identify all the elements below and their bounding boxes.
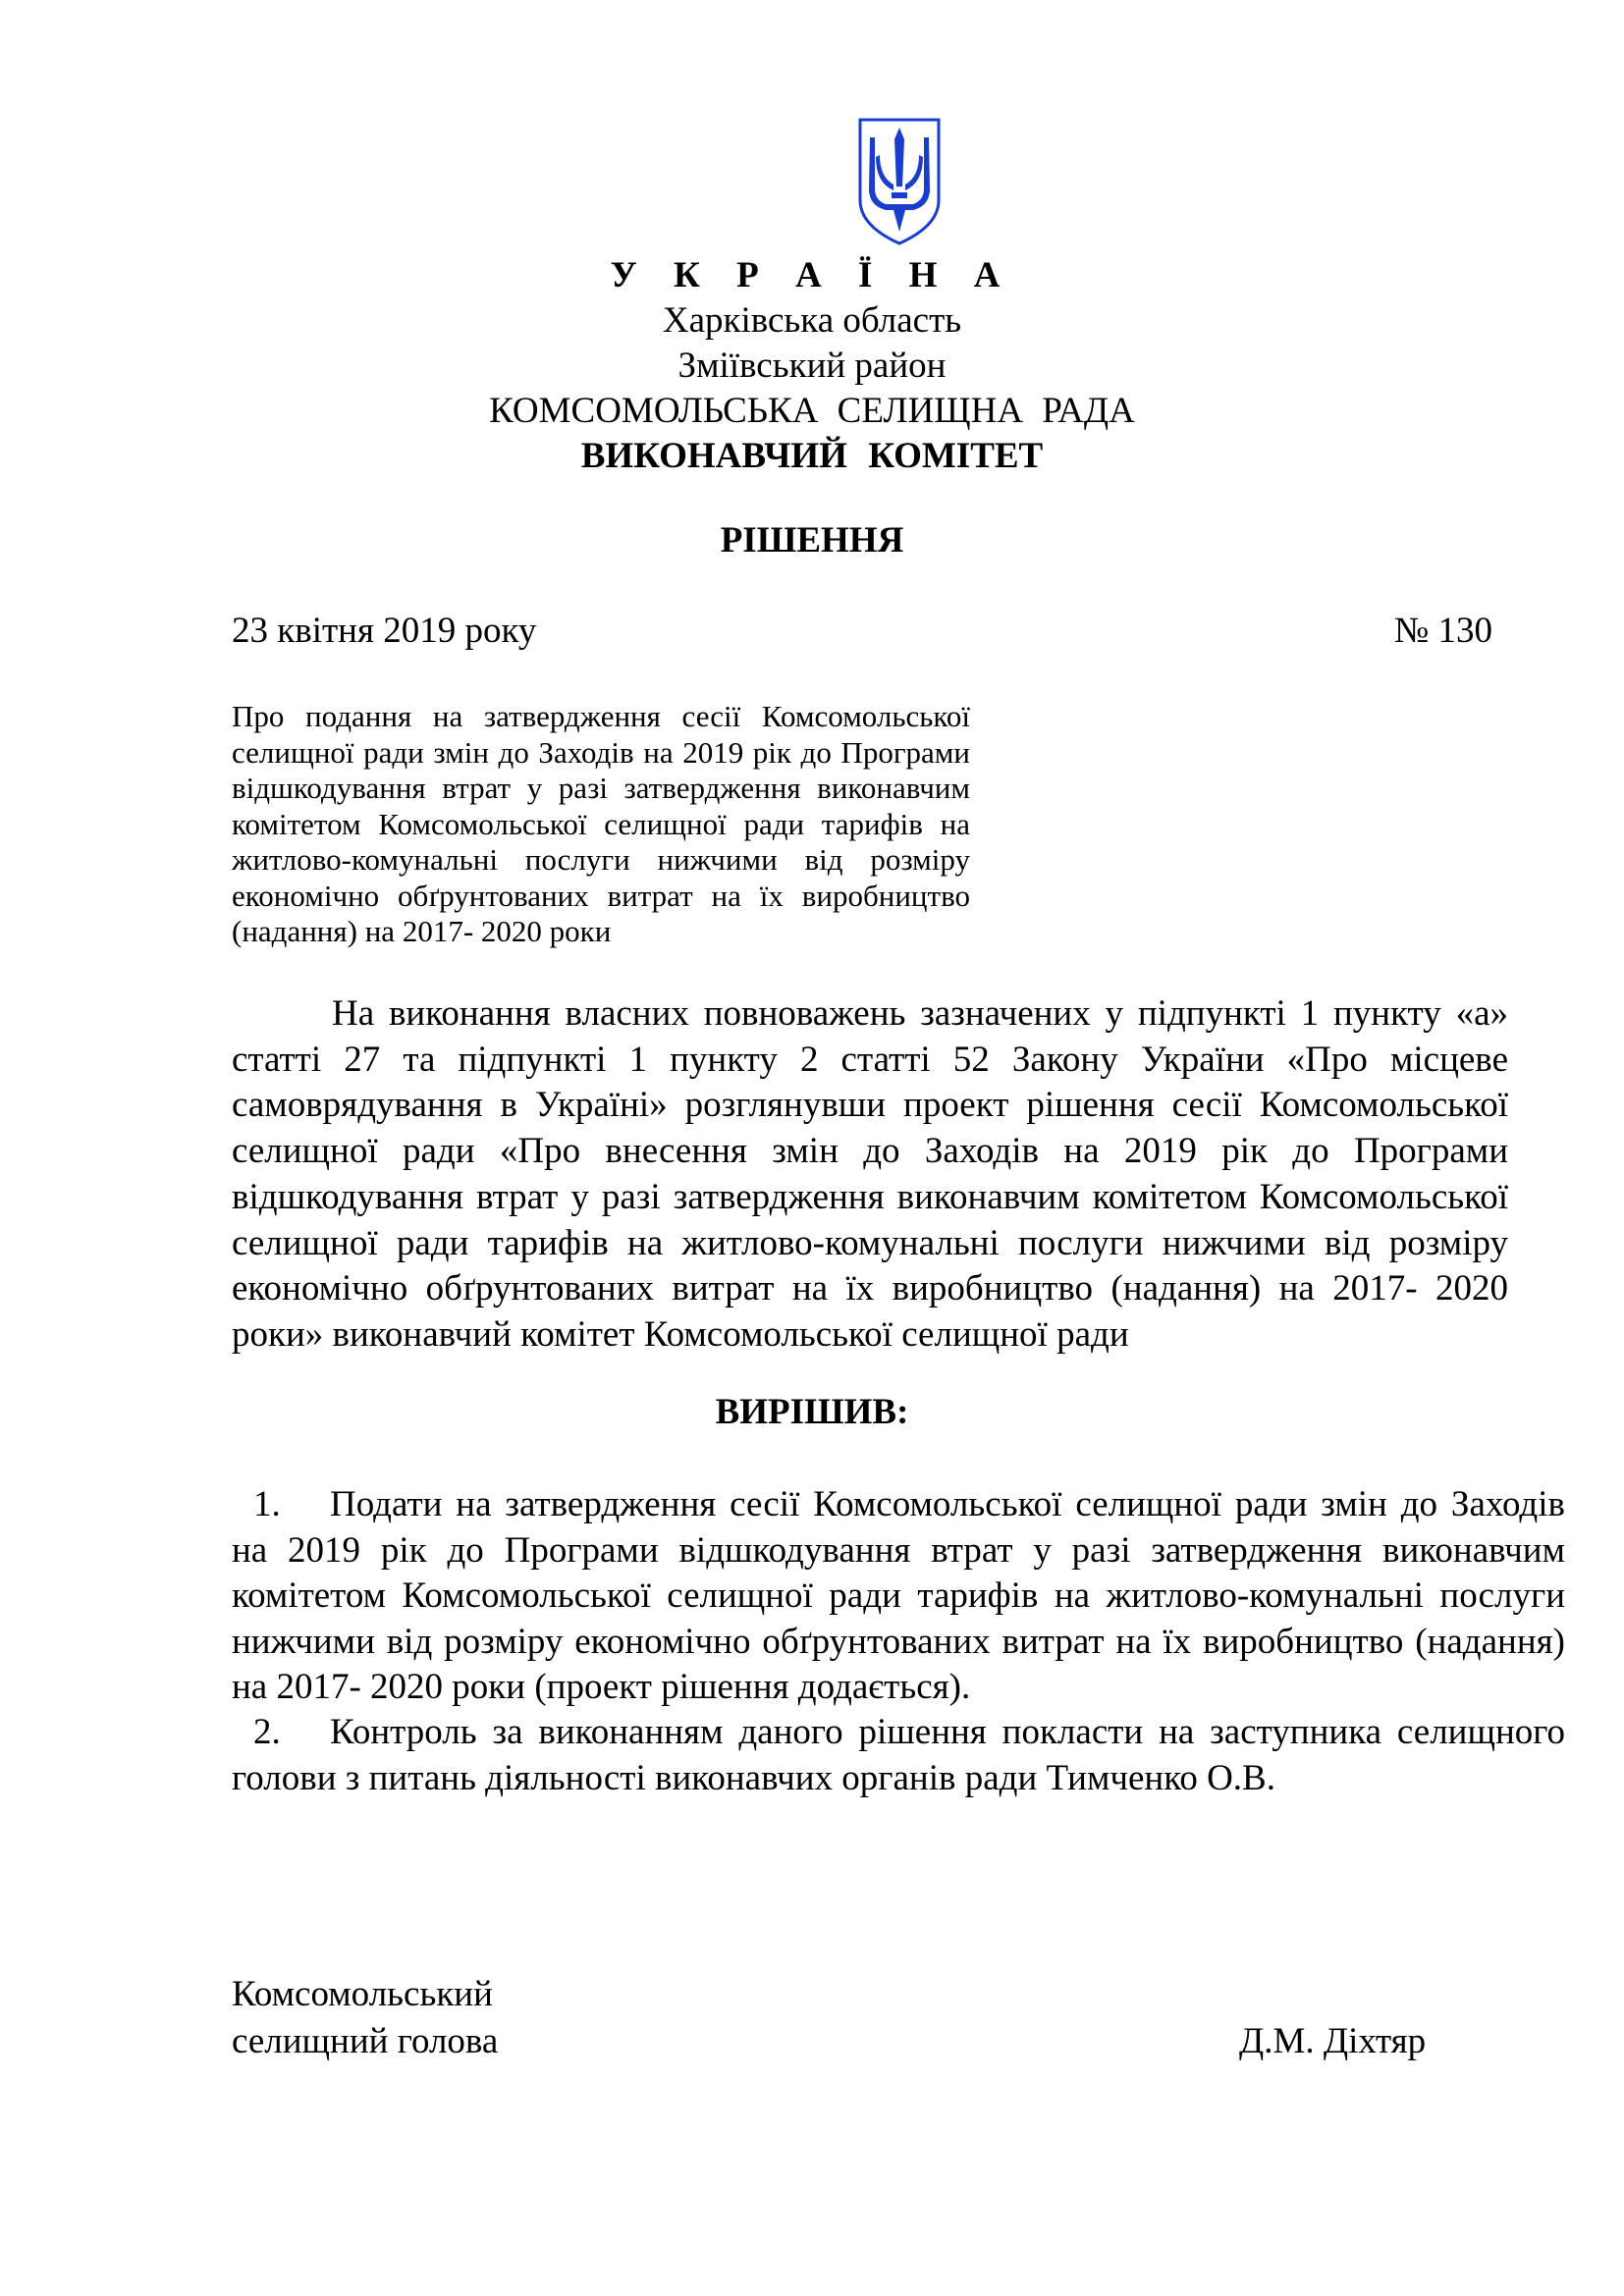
district-name: Зміївський район <box>677 346 947 386</box>
decision-item-text: Подати на затвердження сесії Комсомольської селищної ради змін до Заходів на 2019 рік до Програми відшкодування втрат у разі затвердження виконавчим комітетом Комсомольської селищної ради тарифів на житлово-комунальні послуги нижчими від розміру економічно обґрунтованих витрат на їх виробництво (надання) на 2017- 2020 роки (проект рішення додається). <box>232 1484 1565 1707</box>
resolved-heading: ВИРІШИВ: <box>715 1392 909 1432</box>
region-name: Харківська область <box>662 300 962 341</box>
document-subject: Про подання на затвердження сесії Комсомольської селищної ради змін до Заходів на 2019 рік до Програми відшкодування втрат у разі затвердження виконавчим комітетом Комсомольської селищної ради тарифів на житлово-комунальні послуги нижчими від розміру економічно обґрунтованих витрат на їх виробництво (надання) на 2017- 2020 роки <box>232 699 970 948</box>
council-name: КОМСОМОЛЬСЬКА СЕЛИЩНА РАДА <box>489 391 1135 431</box>
preamble-paragraph: На виконання власних повноважень зазначених у підпункті 1 пункту «а» статті 27 та підпункті 1 пункту 2 статті 52 Закону України «Про місцеве самоврядування в Україні» розглянувши проект рішення сесії Комсомольської селищної ради «Про внесення змін до Заходів на 2019 рік до Програми відшкодування втрат у разі затвердження виконавчим комітетом Комсомольської селищної ради тарифів на житлово-комунальні послуги нижчими від розміру економічно обґрунтованих витрат на їх виробництво (надання) на 2017- 2020 роки» виконавчий комітет Комсомольської селищної ради <box>232 993 1508 1355</box>
committee-name: ВИКОНАВЧИЙ КОМІТЕТ <box>580 436 1044 476</box>
signatory-title <box>232 1971 498 2065</box>
country-name: У К Р А Ї Н А <box>610 255 1014 295</box>
decision-item-number: 2. <box>253 1712 281 1752</box>
document-number: № 130 <box>1394 611 1493 651</box>
signatory-title-line: селищний голова <box>232 2021 499 2061</box>
document-date: 23 квітня 2019 року <box>232 611 537 651</box>
document-type-heading: РІШЕННЯ <box>720 520 904 561</box>
decision-item-text: Контроль за виконанням даного рішення покласти на заступника селищного голови з питань діяльності виконавчих органів ради Тимченко О.В. <box>232 1712 1565 1798</box>
decision-item <box>232 1710 1565 1801</box>
signatory-name: Д.М. Діхтяр <box>1239 2021 1427 2061</box>
decision-item-number: 1. <box>253 1484 281 1524</box>
decision-item <box>232 1482 1565 1711</box>
signatory-title-line: Комсомольський <box>232 1974 493 2014</box>
trident-coat-of-arms-icon <box>856 116 943 247</box>
